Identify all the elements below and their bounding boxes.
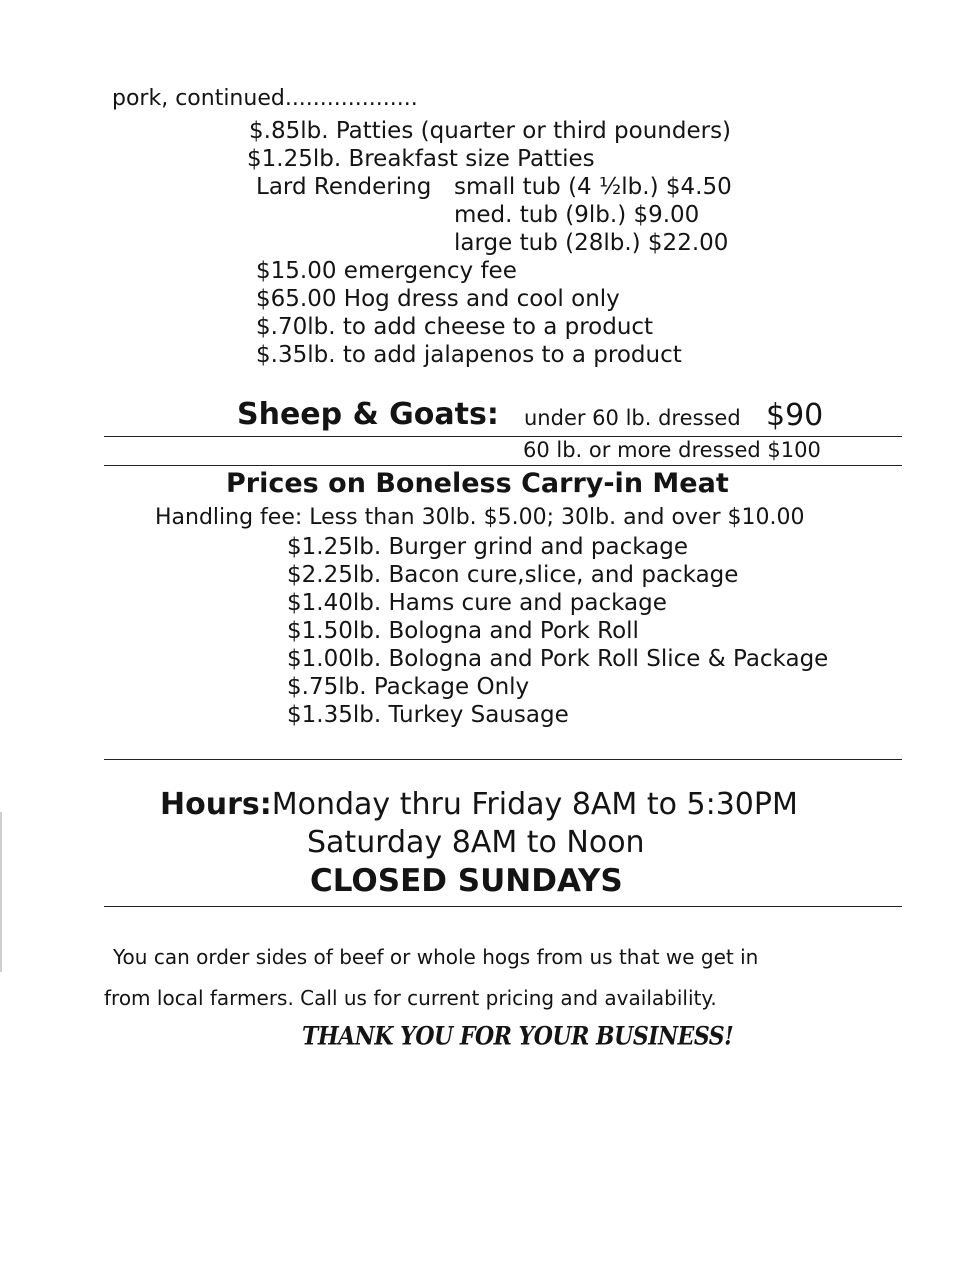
boneless-item: $1.35lb. Turkey Sausage [287,702,569,728]
divider [104,436,902,437]
sheep-under-60-label: under 60 lb. dressed [524,406,741,430]
sheep-over-60: 60 lb. or more dressed $100 [523,438,821,462]
hours-line [160,787,798,822]
lard-rendering-label: Lard Rendering [256,174,432,200]
pork-fee: $.35lb. to add jalapenos to a product [256,342,682,368]
handling-fee: Handling fee: Less than 30lb. $5.00; 30lb. and over $10.00 [155,505,805,530]
sheep-goats-heading: Sheep & Goats: [237,397,499,432]
pork-fee: $.70lb. to add cheese to a product [256,314,654,340]
lard-large-tub: large tub (28lb.) $22.00 [454,230,729,256]
footer-text-line1: You can order sides of beef or whole hogs from us that we get in [113,945,759,969]
pork-fee: $65.00 Hog dress and cool only [256,286,620,312]
scan-edge-mark [0,812,2,972]
pork-item: $.85lb. Patties (quarter or third pounders) [249,118,732,144]
boneless-item: $1.25lb. Burger grind and package [287,534,688,560]
hours-saturday: Saturday 8AM to Noon [307,825,645,860]
boneless-item: $1.00lb. Bologna and Pork Roll Slice & Package [287,646,829,672]
pork-item: $1.25lb. Breakfast size Patties [247,146,595,172]
thank-you-message: THANK YOU FOR YOUR BUSINESS! [302,1021,734,1052]
divider [104,906,902,907]
sheep-under-60-price: $90 [766,398,824,433]
divider [104,465,902,466]
boneless-item: $2.25lb. Bacon cure,slice, and package [287,562,739,588]
closed-sundays: CLOSED SUNDAYS [310,863,623,899]
footer-text-line2: from local farmers. Call us for current pricing and availability. [104,986,717,1010]
lard-medium-tub: med. tub (9lb.) $9.00 [454,202,700,228]
boneless-item: $1.40lb. Hams cure and package [287,590,667,616]
boneless-item: $.75lb. Package Only [287,674,530,700]
boneless-item: $1.50lb. Bologna and Pork Roll [287,618,639,644]
divider [104,759,902,760]
pork-fee: $15.00 emergency fee [256,258,517,284]
lard-small-tub: small tub (4 ½lb.) $4.50 [454,174,732,200]
boneless-heading: Prices on Boneless Carry-in Meat [226,468,729,499]
pork-continued-heading: pork, continued................... [112,86,418,111]
hours-label: Hours: [160,787,272,822]
hours-weekday: Monday thru Friday 8AM to 5:30PM [271,787,798,822]
